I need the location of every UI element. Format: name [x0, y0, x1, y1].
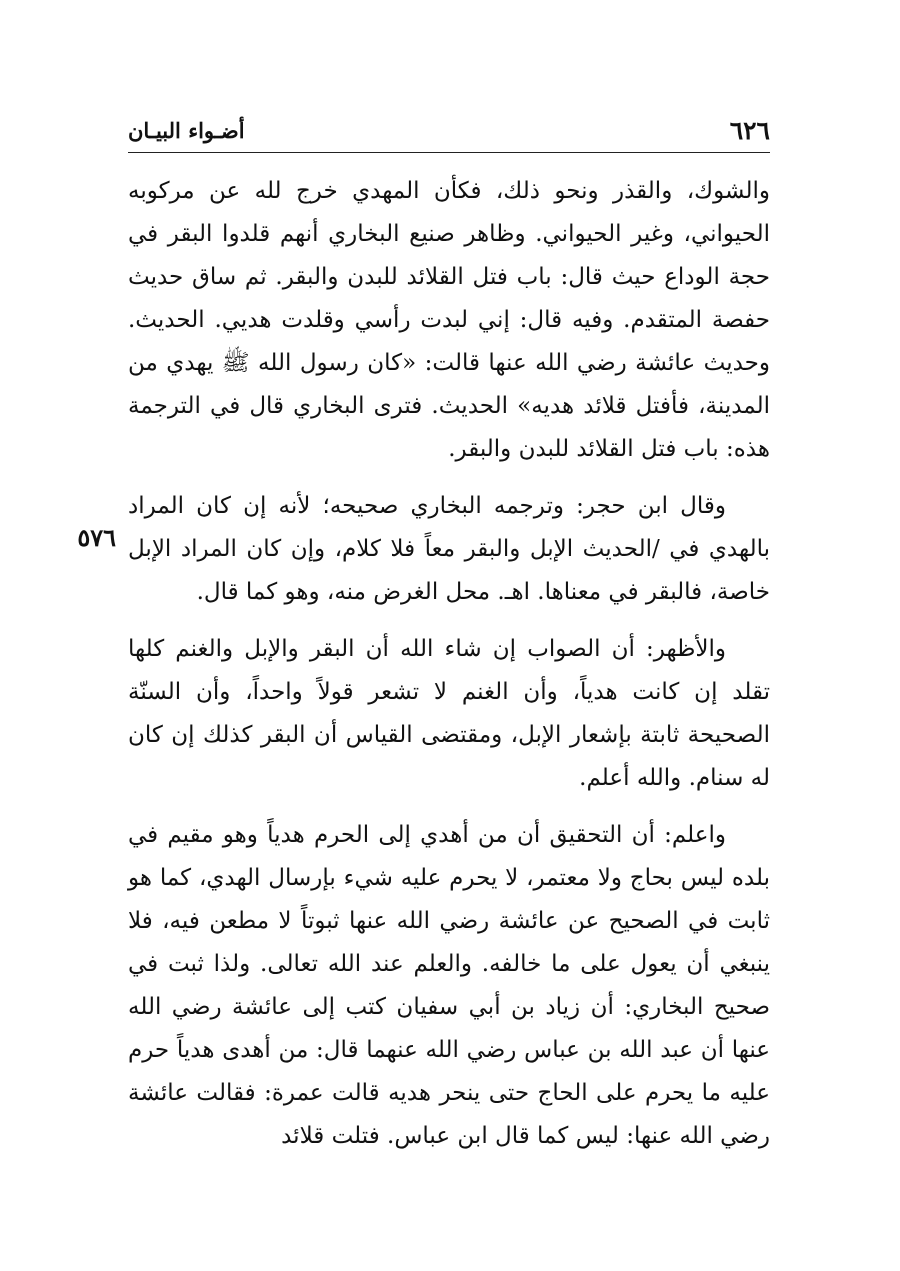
margin-page-reference: ٥٧٦ [77, 523, 116, 552]
paragraph-4: واعلم: أن التحقيق أن من أهدي إلى الحرم هدياً وهو مقيم في بلده ليس بحاج ولا معتمر، لا يحرم عليه شيء بإرسال الهدي، كما هو ثابت في الصحيح عن عائشة رضي الله عنها ثبوتاً لا مطعن فيه، فلا ينبغي أن يعول على ما خالفه. والعلم عند الله تعالى. ولذا ثبت في صحيح البخاري: أن زياد بن أبي سفيان كتب إلى عائشة رضي الله عنها أن عبد الله بن عباس رضي الله عنهما قال: من أهدى هدياً حرم عليه ما يحرم على الحاج حتى ينحر هديه قالت عمرة: فقالت عائشة رضي الله عنها: ليس كما قال ابن عباس. فتلت قلائد [128, 822, 770, 1149]
page-body [128, 170, 770, 1172]
paragraph-3: والأظهر: أن الصواب إن شاء الله أن البقر والإبل والغنم كلها تقلد إن كانت هدياً، وأن الغنم لا تشعر قولاً واحداً، وأن السنّة الصحيحة ثابتة بإشعار الإبل، ومقتضى القياس أن البقر كذلك إن كان له سنام. والله أعلم. [128, 636, 770, 791]
running-title: أضـواء البيـان [128, 118, 245, 143]
page-header [128, 112, 770, 152]
page-number: ٦٢٦ [729, 116, 770, 145]
paragraph-2: وقال ابن حجر: وترجمه البخاري صحيحه؛ لأنه إن كان المراد بالهدي في /الحديث الإبل والبقر معاً فلا كلام، وإن كان المراد الإبل خاصة، فالبقر في معناها. اهـ. محل الغرض منه، وهو كما قال. [128, 493, 770, 605]
header-divider [128, 152, 770, 153]
paragraph-1: والشوك، والقذر ونحو ذلك، فكأن المهدي خرج لله عن مركوبه الحيواني، وغير الحيواني. وظاهر صنيع البخاري أنهم قلدوا البقر في حجة الوداع حيث قال: باب فتل القلائد للبدن والبقر. ثم ساق حديث حفصة المتقدم. وفيه قال: إني لبدت رأسي وقلدت هديي. الحديث. وحديث عائشة رضي الله عنها قالت: «كان رسول الله ﷺ يهدي من المدينة، فأفتل قلائد هديه» الحديث. فترى البخاري قال في الترجمة هذه: باب فتل القلائد للبدن والبقر. [128, 178, 770, 462]
